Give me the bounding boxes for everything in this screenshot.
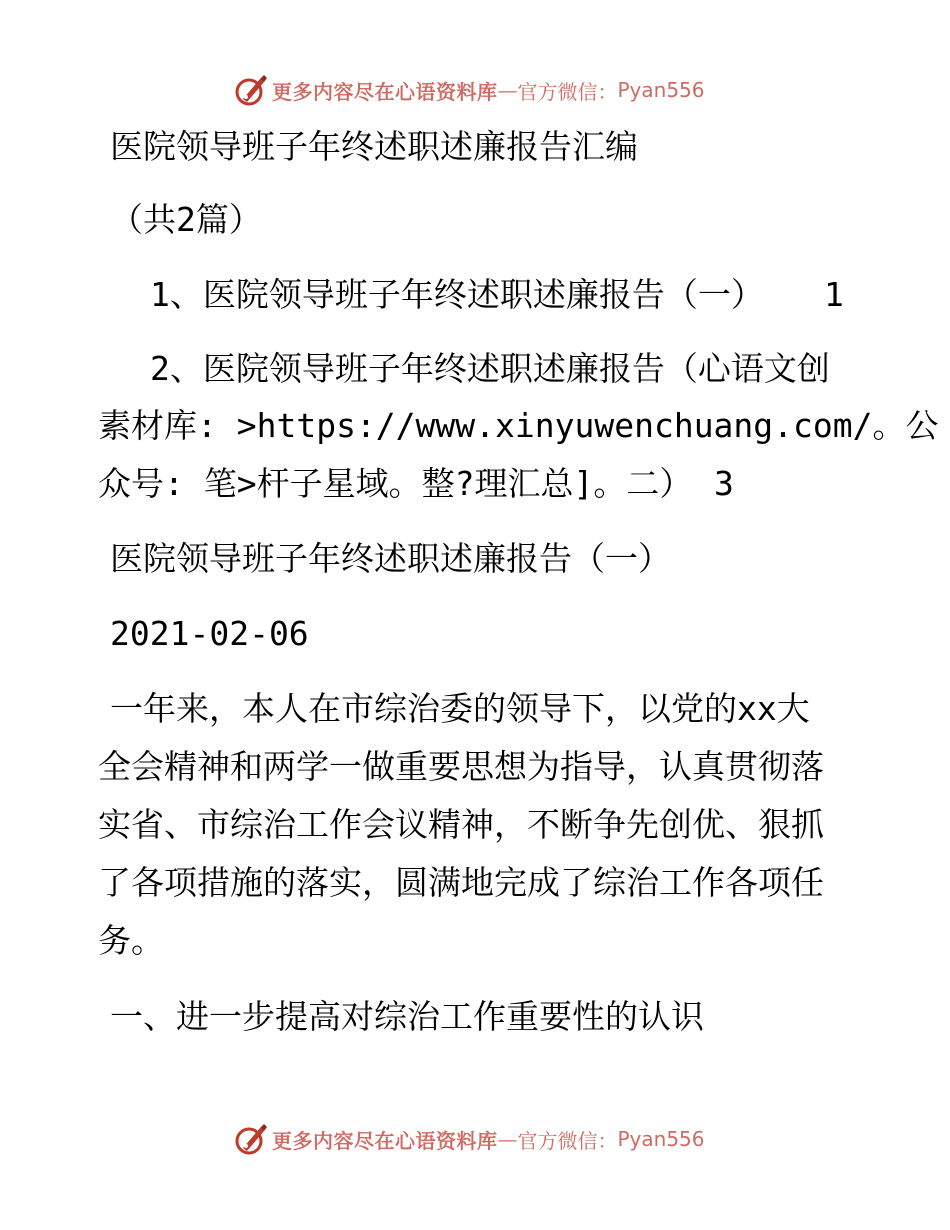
toc-item-2-line-3: 众号: 笔>杆子星域。整?理汇总]。二） xyxy=(98,464,693,503)
watermark-dash: — xyxy=(497,78,518,102)
paragraph-line-4: 了各项措施的落实，圆满地完成了综治工作各项任 xyxy=(98,863,824,902)
watermark-main-text: 更多内容尽在心语资料库 xyxy=(272,79,498,104)
watermark-dash: — xyxy=(497,1127,518,1151)
pen-logo-icon xyxy=(234,73,268,107)
watermark-banner-top xyxy=(234,72,705,108)
toc-item-1-page: 1 xyxy=(824,275,844,314)
watermark-main-text: 更多内容尽在心语资料库 xyxy=(272,1128,498,1153)
section-heading: 一、进一步提高对综治工作重要性的认识 xyxy=(110,997,704,1036)
paragraph-line-1: 一年来，本人在市综治委的领导下，以党的xx大 xyxy=(110,689,810,728)
watermark-official-text: 官方微信： xyxy=(517,1128,618,1153)
toc-item-2-page: 3 xyxy=(714,464,734,503)
paragraph-line-5: 务。 xyxy=(98,921,164,960)
article-date: 2021-02-06 xyxy=(110,614,309,653)
collection-title: 医院领导班子年终述职述廉报告汇编 xyxy=(110,127,638,166)
toc-item-1: 1、医院领导班子年终述职述廉报告（一） xyxy=(150,275,764,314)
watermark-official-text: 官方微信： xyxy=(517,79,618,104)
watermark-wechat-id: Pyan556 xyxy=(617,1127,705,1151)
count-note: （共2篇） xyxy=(110,200,262,239)
toc-item-2-line-2: 素材库: >https://www.xinyuwenchuang.com/。公 xyxy=(98,406,939,445)
paragraph-line-3: 实省、市综治工作会议精神，不断争先创优、狠抓 xyxy=(98,805,824,844)
watermark-banner-bottom xyxy=(234,1121,705,1157)
toc-item-2-line-1: 2、医院领导班子年终述职述廉报告（心语文创 xyxy=(150,349,830,388)
article-title: 医院领导班子年终述职述廉报告（一） xyxy=(110,539,671,578)
pen-logo-icon xyxy=(234,1122,268,1156)
paragraph-line-2: 全会精神和两学一做重要思想为指导，认真贯彻落 xyxy=(98,747,824,786)
watermark-wechat-id: Pyan556 xyxy=(617,78,705,102)
